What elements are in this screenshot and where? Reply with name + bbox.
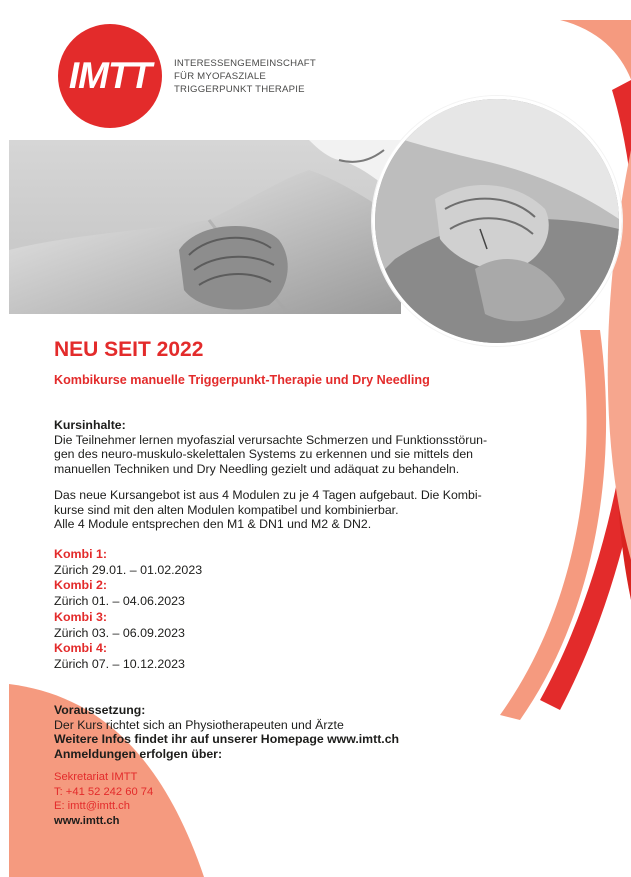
org-line-1: INTERESSENGEMEINSCHAFT	[174, 58, 316, 69]
shoulder-illustration	[375, 99, 619, 343]
contact-website[interactable]: www.imtt.ch	[54, 814, 120, 827]
course-offer-line: Alle 4 Module entsprechen den M1 & DN1 und M2 & DN2.	[54, 517, 372, 531]
course-contents	[54, 418, 574, 476]
more-info-text: Weitere Infos findet ihr auf unserer Homepage www.imtt.ch	[54, 732, 400, 746]
course-offer	[54, 488, 574, 532]
org-line-2: FÜR MYOFASZIALE	[174, 71, 267, 82]
kombi-date: Zürich 29.01. – 01.02.2023	[54, 562, 203, 577]
contact-block	[54, 770, 153, 828]
subheadline: Kombikurse manuelle Triggerpunkt-Therapie und Dry Needling	[54, 373, 430, 387]
imtt-logo	[58, 24, 162, 128]
course-contents-line: Die Teilnehmer lernen myofaszial verursachte Schmerzen und Funktionsstörun-	[54, 432, 488, 447]
kombi-date: Zürich 01. – 04.06.2023	[54, 594, 185, 609]
contact-email[interactable]: E: imtt@imtt.ch	[54, 800, 131, 812]
logo-text: IMTT	[68, 55, 152, 96]
shoulder-trigger-point-photo	[372, 96, 622, 346]
registration-text: Anmeldungen erfolgen über:	[54, 746, 223, 761]
prerequisites-text: Der Kurs richtet sich an Physiotherapeuten und Ärzte	[54, 717, 344, 732]
course-schedule	[54, 547, 354, 673]
contact-name: Sekretariat IMTT	[54, 771, 138, 783]
contact-phone[interactable]: T: +41 52 242 60 74	[54, 785, 154, 798]
kombi-date: Zürich 07. – 10.12.2023	[54, 656, 185, 671]
course-offer-line: Das neue Kursangebot ist aus 4 Modulen zu je 4 Tagen aufgebaut. Die Kombi-	[54, 488, 482, 502]
prerequisites	[54, 703, 574, 761]
kombi-date: Zürich 03. – 06.09.2023	[54, 625, 185, 640]
kombi-title: Kombi 4:	[54, 641, 108, 656]
kombi-title: Kombi 3:	[54, 609, 108, 624]
prerequisites-label: Voraussetzung:	[54, 703, 146, 717]
kombi-title: Kombi 2:	[54, 578, 108, 593]
kombi-title: Kombi 1:	[54, 547, 108, 561]
org-line-3: TRIGGERPUNKT THERAPIE	[174, 84, 305, 95]
neck-massage-photo	[9, 140, 401, 314]
course-contents-line: manuellen Techniken und Dry Needling gezielt und adäquat zu behandeln.	[54, 461, 460, 476]
neck-massage-illustration	[9, 140, 401, 314]
organization-name	[174, 57, 316, 96]
headline: NEU SEIT 2022	[54, 338, 204, 361]
course-offer-line: kurse sind mit den alten Modulen kompatibel und kombinierbar.	[54, 502, 399, 517]
course-contents-line: gen des neuro-muskulo-skelettalen Systems zu erkennen und sie mittels den	[54, 447, 474, 461]
course-contents-label: Kursinhalte:	[54, 418, 126, 432]
